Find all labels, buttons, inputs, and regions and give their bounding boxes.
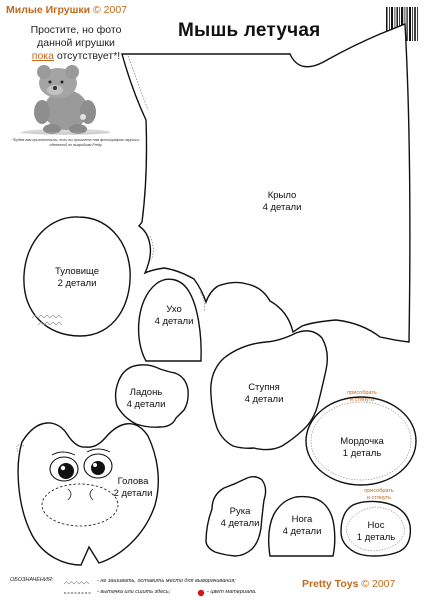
- photo-footnote: *Будем вам признательны, если вы пришлете нам фотографию игрушки, сделанной по выкройкам Pretty.: [12, 138, 140, 147]
- nose-count: 1 деталь: [356, 532, 396, 543]
- wing-name: Крыло: [267, 190, 297, 201]
- head-name: Голова: [117, 476, 149, 487]
- muzzle-count: 1 деталь: [342, 448, 382, 459]
- head-count: 2 детали: [113, 488, 153, 499]
- nose-note-2: и стянуть: [366, 495, 392, 501]
- brand-bottom: [302, 578, 395, 590]
- notice-highlight: пока: [31, 50, 54, 62]
- leg-name: Нога: [291, 514, 313, 525]
- foot-label: [245, 382, 284, 406]
- legend-item-dart: - вытачка или сшить здесь;: [97, 589, 171, 595]
- palm-name: Ладонь: [129, 387, 163, 398]
- muzzle-note: [347, 390, 377, 404]
- legend-item-color: - цвет материала.: [207, 589, 257, 595]
- leg-count: 4 детали: [282, 526, 322, 537]
- brand-bottom-name: Pretty Toys: [302, 578, 359, 590]
- foot-name: Ступня: [248, 382, 280, 393]
- muzzle-note-2: и стянуть: [349, 397, 375, 403]
- body-count: 2 детали: [57, 278, 97, 289]
- ear-label: [155, 304, 194, 328]
- muzzle-note-1: присобрать: [347, 390, 377, 396]
- arm-count: 4 детали: [220, 518, 260, 529]
- legend-item-opening: - не зашивать, оставить место для выворачивания;: [97, 578, 236, 584]
- ear-count: 4 детали: [154, 316, 194, 327]
- page-title: Мышь летучая: [178, 20, 321, 41]
- nose-note-1: присобрать: [364, 488, 394, 494]
- wing-count: 4 детали: [262, 202, 302, 213]
- body-name: Туловище: [54, 266, 100, 277]
- palm-label: [127, 387, 166, 411]
- leg-label: [283, 514, 322, 538]
- brand-top-name: Милые Игрушки: [6, 4, 91, 16]
- material-color-swatch: [198, 590, 204, 596]
- nose-note: [364, 488, 394, 502]
- foot-count: 4 детали: [244, 394, 284, 405]
- arm-label: [221, 506, 260, 530]
- left-eye-icon: [58, 463, 74, 479]
- nose-name: Нос: [367, 520, 385, 531]
- ear-name: Ухо: [166, 304, 182, 315]
- notice-line-3-rest: отсутствует*!: [53, 50, 121, 62]
- legend-title: ОБОЗНАЧЕНИЯ:: [10, 577, 54, 583]
- wing-label: [263, 190, 302, 214]
- head-label: [114, 476, 153, 500]
- arm-name: Рука: [229, 506, 251, 517]
- muzzle-label: [340, 436, 384, 460]
- notice-line-1: Простите, но фото: [30, 24, 122, 36]
- brand-top-copyright: © 2007: [93, 4, 128, 16]
- notice-line-2: данной игрушки: [37, 37, 115, 49]
- teddy-bear-image: [20, 65, 110, 135]
- palm-count: 4 детали: [126, 399, 166, 410]
- brand-bottom-copyright: © 2007: [361, 578, 396, 590]
- muzzle-name: Мордочка: [340, 436, 384, 447]
- right-eye-icon: [91, 461, 105, 475]
- nose-label: [357, 520, 395, 544]
- body-label: [55, 266, 99, 290]
